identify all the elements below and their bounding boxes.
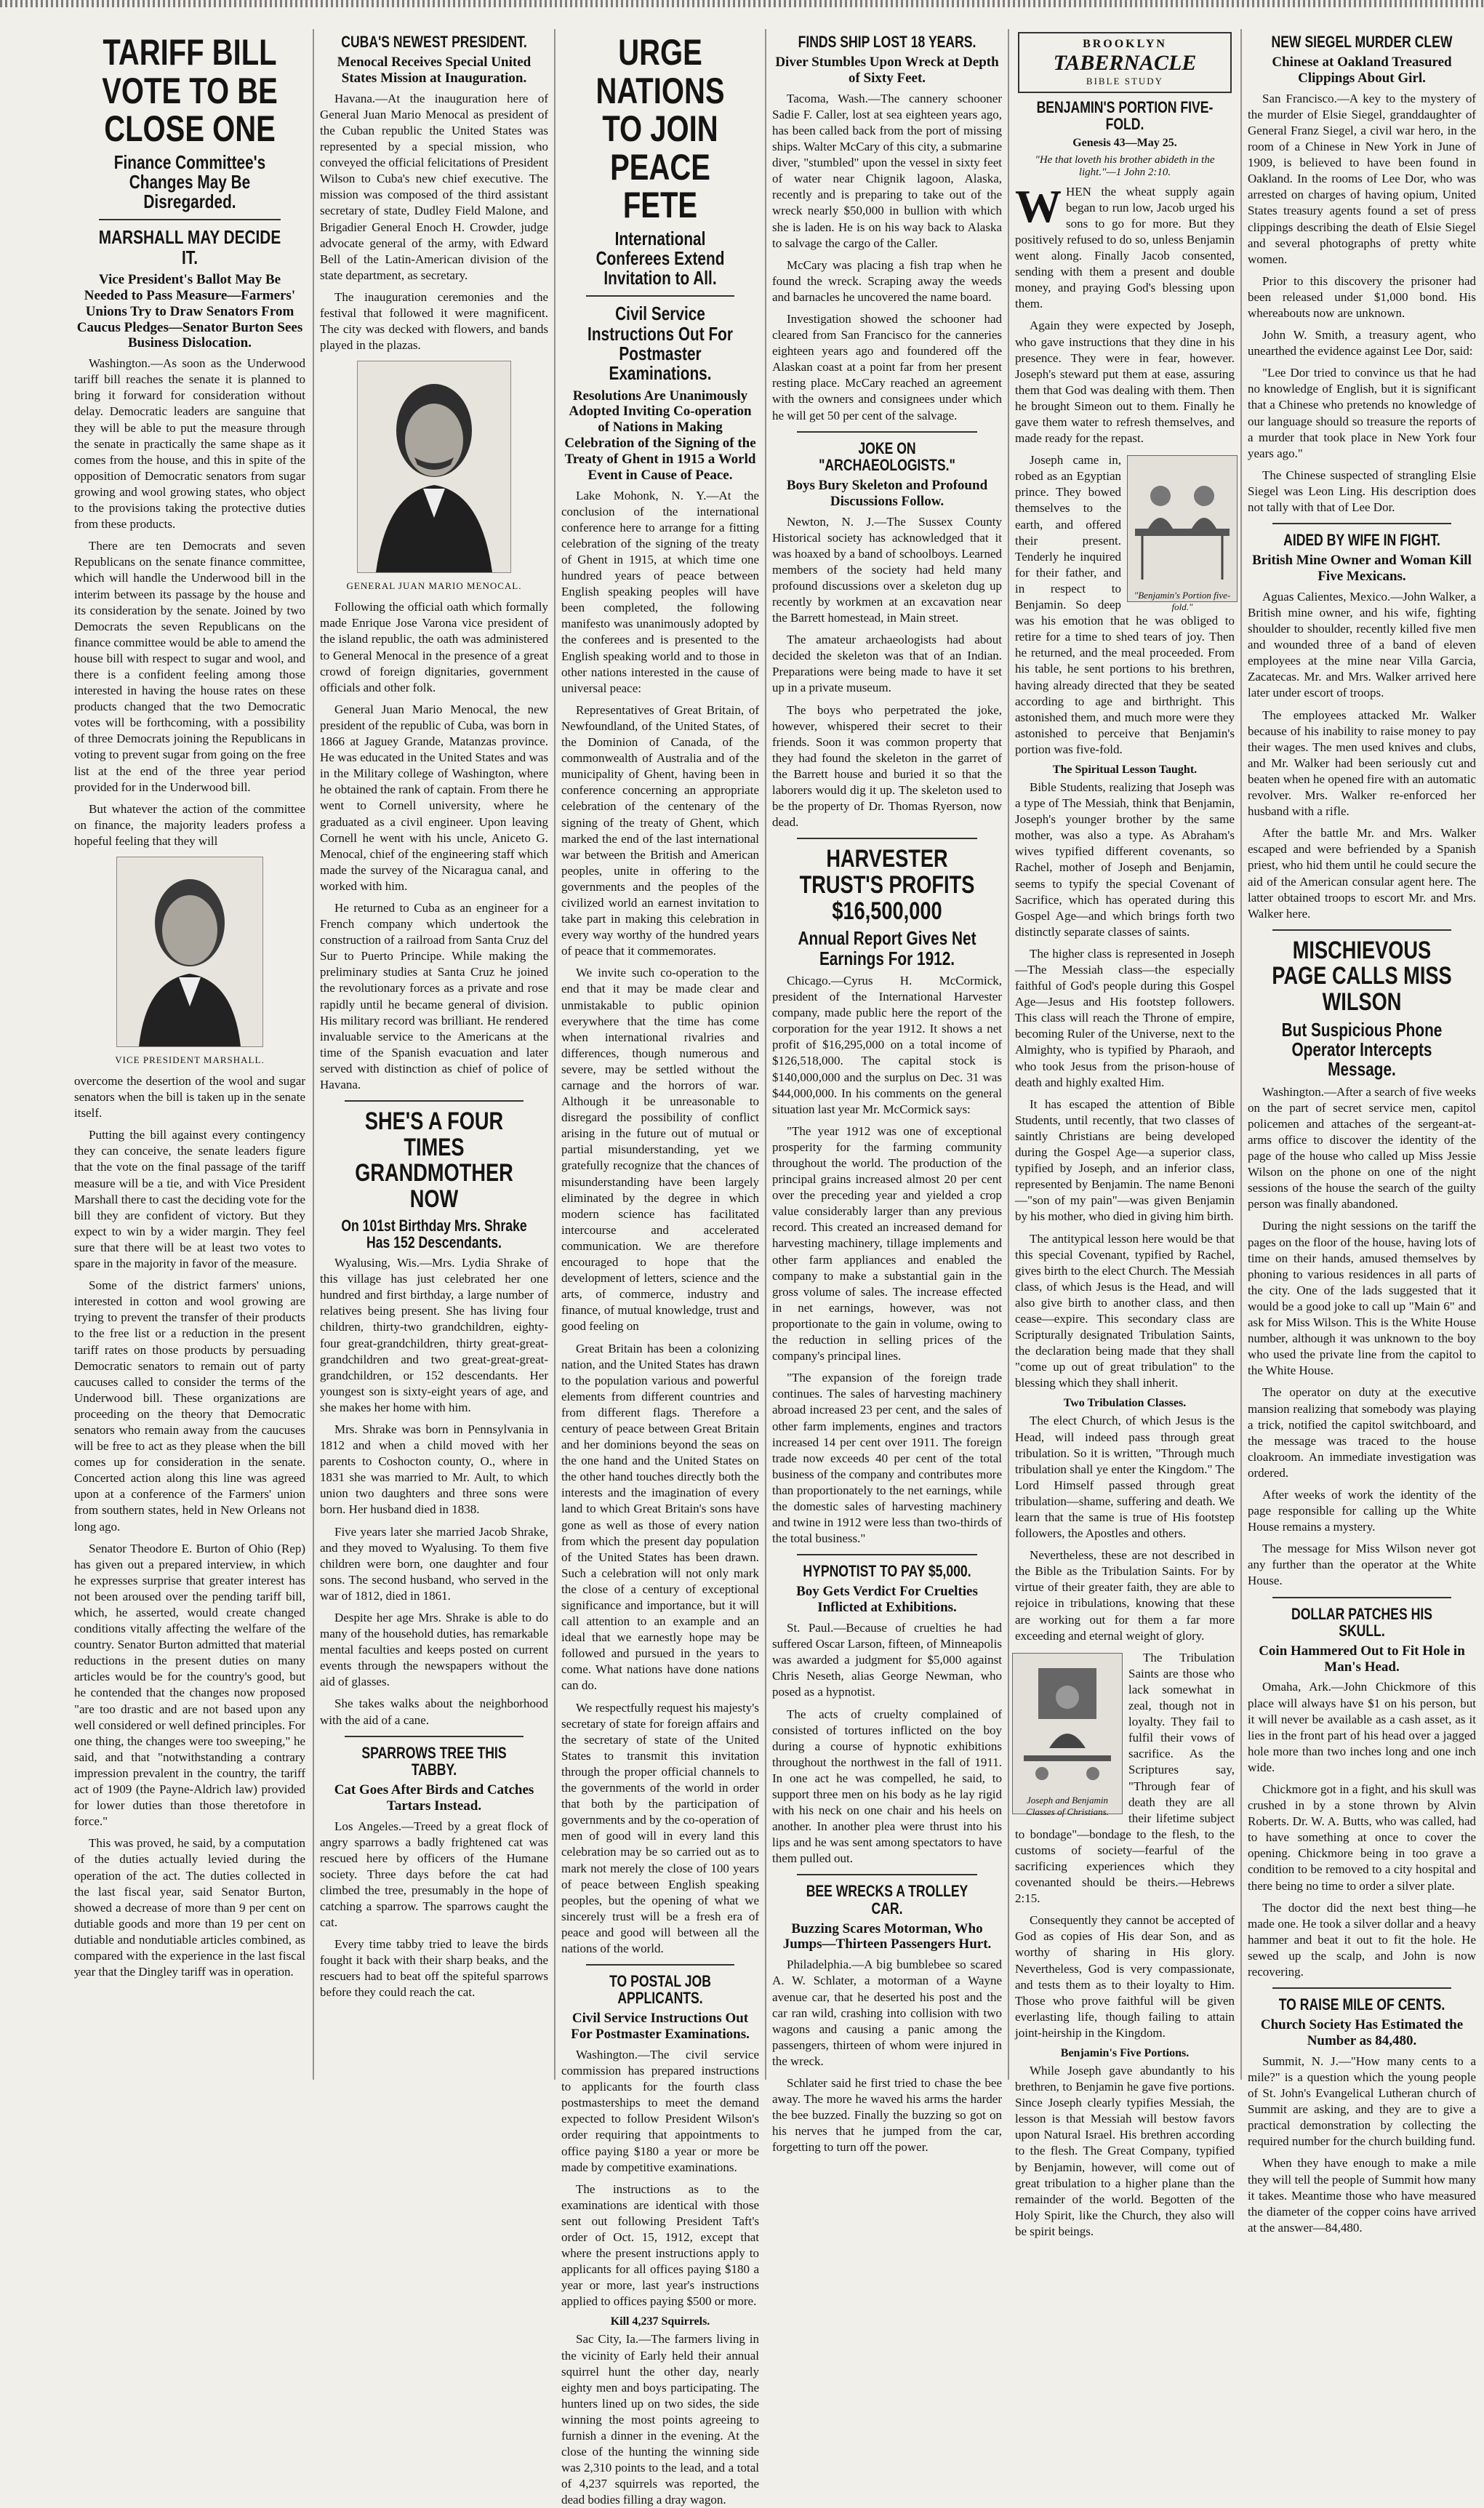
photo-caption: GENERAL JUAN MARIO MENOCAL. [346, 580, 522, 592]
headline-sparrows: SPARROWS TREE THIS TABBY. [361, 1743, 507, 1779]
headline-benjamin-portion: BENJAMIN'S PORTION FIVE-FOLD. [1036, 98, 1214, 134]
headline-harvester: HARVESTER TRUST'S PROFITS $16,500,000 [799, 845, 975, 925]
portrait-photo-marshall [116, 857, 263, 1047]
headline-peace-fete: URGE NATIONS TO JOIN PEACE FETE [595, 32, 725, 225]
subhead-marshall: MARSHALL MAY DECIDE IT. [98, 226, 281, 268]
article-paragraph: "Lee Dor tried to convince us that he had no knowledge of English, but it is significant that a Chinese who pretends no knowledge of our language should so treasure the reports of a murder that took place in New York four years ago." [1248, 366, 1476, 460]
headline-mischievous-page: MISCHIEVOUS PAGE CALLS MISS WILSON [1272, 936, 1452, 1017]
headline-archaeologists: JOKE ON "ARCHAEOLOGISTS." [819, 438, 955, 474]
column-6 [1243, 29, 1480, 2235]
article-paragraph: We respectfully request his majesty's secretary of state for foreign affairs and the secretary of state of the United States to transmit this invitation through the proper official channels to the governments of the world in order that both by the participation of governments and by the co-operation of men of good will in every land this celebration may be so carried out as to mark not merely the close of 100 years of peace between English speaking peoples, but the opening of what we sincerely trust will be a fresh era of peace and good will between all the nations of the world. [561, 1700, 759, 1955]
deck-cuba: Menocal Receives Special United States Mission at Inauguration. [337, 55, 532, 86]
portrait-photo-menocal [357, 361, 511, 573]
article-paragraph: Despite her age Mrs. Shrake is able to do many of the household duties, has remarkable mental faculties and keeps posted on current events through the newspapers without the aid of glasses. [320, 1611, 548, 1689]
article-paragraph: McCary was placing a fish trap when he found the wreck. Scraping away the weeds and barnacles he uncovered the name board. [772, 257, 1002, 304]
drop-cap: W [1015, 180, 1062, 232]
article-paragraph: Putting the bill against every contingency they can conceive, the senate leaders figure that the vote on the final passage of the tariff measure will be a tie, and with Vice President Marshall there to cast the deciding vote for the bill they are confident of victory. But they expect to win by a wider margin. They feel sure that there will be at least two votes to spare in the majority in favor of the measure. [74, 1128, 305, 1271]
article-paragraph: "The expansion of the foreign trade continues. The sales of harvesting machinery abroad increased 23 per cent, and the sales of other farm implements, engines and tractors increased 14 per cent over 1911. The foreign trade now exceeds 40 per cent of the total business of the company and contributes more than proportionately to the net earnings, while the domestic sales of harvesting machinery and twine in 1912 were less than two-thirds of the total business." [772, 1371, 1002, 1546]
subhead-harvester: Annual Report Gives Net Earnings For 1912. [798, 927, 976, 969]
article-paragraph: The message for Miss Wilson never got any further than the operator at the White House. [1248, 1542, 1476, 1588]
divider [797, 1874, 977, 1875]
deck-dollar-skull: Coin Hammered Out to Fit Hole in Man's Head. [1259, 1643, 1465, 1675]
deck-bee-trolley: Buzzing Scares Motorman, Who Jumps—Thirteen Passengers Hurt. [782, 1920, 992, 1952]
article-paragraph: The acts of cruelty complained of consisted of tortures inflicted on the boy during a course of hypnotic exhibitions throughout the northwest in the fall of 1911. In one act he was compelled, he said, to support three men on his body as he lay rigid with his neck on one chair and his heels on another. In another plea were thrust into his lips and he was sent among spectators to have them pulled out. [772, 1707, 1002, 1866]
article-paragraph: She takes walks about the neighborhood with the aid of a cane. [320, 1696, 548, 1727]
article-paragraph: During the night sessions on the tariff the pages on the floor of the house, having lots of time on their hands, amused themselves by phoning to various residences in all parts of the city. One of the lads suggested that it would be a good joke to call up "Main 6" and ask for Miss Wilson. This is the White House number, although it was unknown to the boy who used the private line from the capitol to the White House. [1248, 1219, 1476, 1378]
divider [797, 431, 977, 433]
illustration-caption: Joseph and Benjamin Classes of Christians. [1026, 1794, 1109, 1817]
article-paragraph: General Juan Mario Menocal, the new president of the republic of Cuba, was born in 1866 at Jaguey Grande, Matanzas province. He was educated in the United States and was in the Military college of Washington, where he obtained the rank of captain. From there he went to Cornell university, where he graduated as a civil engineer. Upon leaving Cornell he went with his uncle, Aniceto G. Menocal, chief of the engineering staff which made the survey of the Nicaragua canal, and worked with him. [320, 702, 548, 893]
article-paragraph: The Tribulation Saints are those who lack somewhat in zeal, though not in loyalty. They fail to fulfil their vows of sacrifice. As the Scriptures say, "Through fear of death they are all their lifetime subject to bondage"—bondage to the flesh, to the customs of society—fearful of the sacrificing experiences which they covenanted should be theirs.—Hebrews 2:15. [1015, 1650, 1235, 1906]
article-paragraph: The boys who perpetrated the joke, however, whispered their secret to their friends. Soon it was common property that they had found the skeleton in the garret of the Barrett house and buried it so that the laborers would dig it up. The skeleton used to be the property of Dr. Thomas Ryerson, now dead. [772, 702, 1002, 830]
column-2 [316, 29, 553, 2080]
article-paragraph: After the battle Mr. and Mrs. Walker escaped and were befriended by a Spanish priest, who hid them until he could secure the aid of the American consular agent here. The latter obtained troops to escort Mr. and Mrs. Walker here. [1248, 826, 1476, 921]
article-paragraph: Five years later she married Jacob Shrake, and they moved to Wyalusing. To them five children were born, one daughter and four sons. The second husband, who served in the war of 1812, died in 1861. [320, 1524, 548, 1603]
article-paragraph: The amateur archaeologists had about decided the skeleton was that of an Indian. Preparations were being made to have it set up in a private museum. [772, 633, 1002, 695]
headline-siegel-murder: NEW SIEGEL MURDER CLEW [1271, 33, 1453, 51]
article-paragraph: Great Britain has been a colonizing nation, and the United States has drawn to the population various and powerful elements from different countries and from different flags. Therefore a century of peace between Great Britain and her dominions beyond the seas on the one hand and the United States on the other hand touches directly both the interests and the imagination of every land to which Great Britain's sons have gone as well as those of every nation from which the present day population of the United States has been drawn. Such a celebration will not only mark the close of a century of exceptional significance and importance, but it will call attention to an example and an ideal that we earnestly hope may be followed and pursued in the years to come. What nations have done nations can do. [561, 1341, 759, 1693]
divider [1272, 523, 1451, 524]
article-paragraph: Senator Theodore E. Burton of Ohio (Rep) has given out a prepared interview, in which he expresses surprise that greater interest has not been aroused over the pending tariff bill, which, he asserted, would create changed conditions vitally affecting the welfare of the country. Senator Burton admitted that material reductions in the present duties on many articles would be for the country's good, but he contended that the changes now proposed "are too drastic and are not based upon any well considered or well defined principles. For one thing, the changes were too sweeping," he said, and that "notwithstanding a contrary impression prevalent in the country, the tariff act of 1909 (the Payne-Aldrich law) provided for lower duties than those theretofore in force." [74, 1541, 305, 1829]
column-rule [313, 29, 314, 2080]
article-paragraph: Washington.—As soon as the Underwood tariff bill reaches the senate it is planned to bring it forward for consideration without delay. Democratic leaders are sanguine that they will be able to put the measure through the senate in practically the same shape as it comes from the house, and this in spite of the opposition of Democratic senators from sugar growing and wool growing states, who object to the provisions taking the protective duties from these products. [74, 356, 305, 532]
deck-lost-ship: Diver Stumbles Upon Wreck at Depth of Sixty Feet. [775, 55, 999, 86]
article-paragraph: There are ten Democrats and seven Republicans on the senate finance committee, which will handle the Underwood bill in the interim between its passage by the house and its consideration by the senate. Joined by two Democrats the seven Republicans on the finance committee would be able to amend the house bill with respect to sugar and wool, and there is a confident feeling among those interested in having the house rates on these products changed that the two Democratic votes will be forthcoming, with a possibility of three Democrats joining the Republicans in voting to prevent sugar from going on the free list at the end of the three year period provided for in the Underwood bill. [74, 539, 305, 794]
subhead-international-conferees: International Conferees Extend Invitation to All. [595, 227, 725, 289]
divider [345, 1100, 524, 1102]
masthead-title: TABERNACLE [1053, 51, 1197, 75]
article-paragraph: Washington.—After a search of five weeks on the part of secret service men, capitol policemen and attaches of the sergeant-at-arms office to discover the identity of the page of the house who called up Miss Jessie Wilson on the phone on one of the night sessions of the house the search of the guilty person was finally abandoned. [1248, 1084, 1476, 1211]
article-paragraph: Again they were expected by Joseph, who gave instructions that they dine in his presence. They were in fear, however. Joseph's steward put them at ease, assuring them that God was dealing with them. Then he brought Simeon out to them. Finally he gave them water to refresh themselves, and made ready for the repast. [1015, 318, 1235, 446]
column-rule [554, 29, 556, 2080]
article-paragraph: Some of the district farmers' unions, interested in cotton and wool growing are trying to prevent the transfer of their products to the free list or a reduction in the present tariff rates on those products by persuading Democratic senators to remain out of party caucuses called to consider the terms of the Underwood bill. These organizations are proceeding on the theory that Democratic senators who remain away from the caucuses will be free to act as they please when the bill comes up for consideration in the senate. Concerted action along this line was agreed upon at a conference of the Farmers' union from southern states, held in New Orleans not long ago. [74, 1278, 305, 1534]
article-paragraph: After weeks of work the identity of the page responsible for calling up the White House remains a mystery. [1248, 1487, 1476, 1534]
article-paragraph: overcome the desertion of the wool and sugar senators when the bill is taken up in the senate itself. [74, 1074, 305, 1121]
article-paragraph: Washington.—The civil service commission has prepared instructions to applicants for the fourth class postmasterships to meet the demand expected to follow President Wilson's order requiring that appointments to office paying $180 a year or more be made by competitive examinations. [561, 2047, 759, 2174]
article-paragraph: Wyalusing, Wis.—Mrs. Lydia Shrake of this village has just celebrated her one hundred and first birthday, a large number of relatives being present. She has living four children, thirty-two grandchildren, eighty-four great-grandchildren, thirty great-great-grandchildren and two great-great-great-grandchildren, or 152 descendants. Her youngest son is sixty-eight years of age, and she makes her home with him. [320, 1256, 548, 1414]
subhead-tribulation-classes: Two Tribulation Classes. [1063, 1397, 1187, 1410]
subhead-century-peace: Civil Service Instructions Out For Postmaster Examinations. [587, 303, 733, 385]
article-paragraph: The antitypical lesson here would be that this special Covenant, typified by Rachel, gives birth to the elect Church. The Messiah class, of which Jesus is the Head, and will also give birth to another class, and then cease—expire. This secondary class are Scripturally designated Tribulation Saints, the declaration being made that they shall "come up out of great tribulation" to the blessing which they shall inherit. [1015, 1231, 1235, 1390]
article-paragraph: He returned to Cuba as an engineer for a French company which undertook the construction of a railroad from Santa Cruz del Sur to Puerto Principe. While making the preliminary studies at Santa Cruz he joined the revolutionary forces as a private and rose rapidly until he became general of division. His military record was brilliant. He rendered invaluable service to the Americans at the time of the Spanish evacuation and later served with distinction as chief of police of Havana. [320, 900, 548, 1091]
article-paragraph: The elect Church, of which Jesus is the Head, will indeed pass through great tribulation. So it is written, "Through much tribulation shall ye enter the Kingdom." The Lord Himself passed through great tribulation—shame, suffering and death. We learn that the same is true of His footstep followers, the Apostles and others. [1015, 1414, 1235, 1541]
article-paragraph: Havana.—At the inauguration here of General Juan Mario Menocal as president of the Cuban republic the United States was represented by a special mission, who conveyed the official felicitations of President Wilson to Cuba's new chief executive. The mission was composed of the third assistant secretary of state, Dudley Field Malone, and Brigadier General Enoch H. Crowder, judge advocate general of the army, with Edward Bell of the Latin-American division of the state department, as secretary. [320, 91, 548, 282]
deck-aided-by-wife: British Mine Owner and Woman Kill Five Mexicans. [1252, 553, 1472, 585]
divider [99, 219, 281, 220]
column-rule [765, 29, 766, 2080]
headline-mile-of-cents: TO RAISE MILE OF CENTS. [1278, 1995, 1445, 2014]
deck-tariff: Vice President's Ballot May Be Needed to Pass Measure—Farmers' Unions Try to Draw Senators From Caucus Pledges—Senator Burton Sees Business Dislocation. [76, 271, 303, 351]
headline-aided-by-wife: AIDED BY WIFE IN FIGHT. [1283, 531, 1440, 550]
headline-lost-ship: FINDS SHIP LOST 18 YEARS. [798, 33, 976, 51]
subhead-grandmother: On 101st Birthday Mrs. Shrake Has 152 Descendants. [341, 1216, 527, 1251]
column-5 [1011, 29, 1239, 2238]
article-paragraph: Representatives of Great Britain, of Newfoundland, of the United States, of the Dominion of Canada, of the commonwealth of Australia and of the municipality of Ghent, having been in conference concerning an appropriate celebration of the centenary of the signing of the treaty of Ghent, which marked the end of the last international war between the British and American peoples, unite in offering to the governments and the peoples of the civilized world an earnest invitation to take part in making this celebration in every way worthy of the hundred years of peace that it commemorates. [561, 702, 759, 958]
headline-squirrels: Kill 4,237 Squirrels. [610, 2315, 710, 2328]
divider [1272, 929, 1451, 931]
column-rule [1008, 29, 1009, 2080]
deck-archaeologists: Boys Bury Skeleton and Profound Discussions Follow. [786, 477, 988, 509]
article-paragraph: Lake Mohonk, N. Y.—At the conclusion of the international conference here to arrange for a fitting celebration of the signing of the treaty of Ghent in 1915, at which time one hundred years of peace between English speaking peoples will have been completed, the following manifesto was unanimously adopted by the conferees and is presented to the English speaking world and to those in other nations interested in the cause of universal peace: [561, 488, 759, 695]
deck-mile-of-cents: Church Society Has Estimated the Number as 84,480. [1260, 2017, 1464, 2049]
article-paragraph: Joseph came in, robed as an Egyptian prince. They bowed themselves to the earth, and offered their present. Tenderly he inquired for their father, and in respect to Benjamin. So deep was his emotion that he was obliged to retire for a time to shed tears of joy. Then he returned, and the meal proceeded. From his table, he sent portions to his brethren, having already directed that they be seated according to age and birthright. This astonished them, and much more were they astonished to perceive that Benjamin's portion was five-fold. [1015, 453, 1235, 756]
article-paragraph: Chicago.—Cyrus H. McCormick, president of the International Harvester company, made public here the report of the corporation for the year 1912. It shows a net profit of $16,295,000 on a total income of $126,518,000. The capital stock is $140,000,000 and the surplus on Dec. 31 was $44,000,000. In his comments on the general situation last year Mr. McCormick says: [772, 973, 1002, 1116]
subhead-finance-committee: Finance Committee's Changes May Be Disregarded. [113, 151, 266, 213]
article-paragraph: The instructions as to the examinations are identical with those sent out following President Taft's order of Oct. 15, 1912, except that where the present instructions apply to applicants for all offices paying $180 a year or more, last year's instructions applied to offices paying $500 or more. [561, 2182, 759, 2309]
article-paragraph: Summit, N. J.—"How many cents to a mile?" is a question which the young people of St. John's Evangelical Lutheran church of Summit are asking, and they are to give a practical demonstration by collecting the required number for the church building fund. [1248, 2054, 1476, 2149]
column-3 [557, 29, 763, 2507]
article-paragraph: Investigation showed the schooner had cleared from San Francisco for the canneries eighteen years ago and foundered off the Alaskan coast at a point far from her present resting place. McCary reached an agreement with the owners and consignees under which he will get 50 per cent of the salvage. [772, 312, 1002, 422]
deck-sparrows: Cat Goes After Birds and Catches Tartars Instead. [334, 1782, 534, 1814]
headline-grandmother: SHE'S A FOUR TIMES GRANDMOTHER NOW [355, 1107, 513, 1214]
article-paragraph: But whatever the action of the committee on finance, the majority leaders profess a hopeful feeling that they will [74, 801, 305, 848]
headline-dollar-skull: DOLLAR PATCHES HIS SKULL. [1291, 1604, 1432, 1640]
article-paragraph: Sac City, Ia.—The farmers living in the vicinity of Early held their annual squirrel hunt the other day, nearly eighty men and boys participating. The hunters lined up on two sides, the side winning the most points agreeing to furnish a dinner in the evening. At the close of the hunting the winning side was 2,310 points to the lead, and a total of 4,237 squirrels was reported, the dead bodies filling a dray wagon. [561, 2332, 759, 2507]
divider [797, 838, 977, 839]
article-paragraph: Mrs. Shrake was born in Pennsylvania in 1812 and when a child moved with her parents to Coshocton county, O., where in 1831 she was married to Mr. Ault, to which union two daughters and three sons were born. Her husband died in 1838. [320, 1422, 548, 1517]
deck-hypnotist: Boy Gets Verdict For Cruelties Inflicted at Exhibitions. [796, 1584, 978, 1616]
article-paragraph: The inauguration ceremonies and the festival that followed it were magnificent. The city was decked with flowers, and bands played in the plazas. [320, 289, 548, 353]
article-paragraph: Every time tabby tried to leave the birds fought it back with their sharp beaks, and the rescuers had to beat off the spiteful sparrows before they could reach the cat. [320, 1937, 548, 2000]
subhead-five-portions: Benjamin's Five Portions. [1060, 2047, 1190, 2059]
photo-caption: VICE PRESIDENT MARSHALL. [115, 1054, 265, 1066]
scripture-reference: Genesis 43—May 25. [1072, 137, 1177, 150]
article-paragraph: Bible Students, realizing that Joseph was a type of The Messiah, think that Benjamin, Joseph's younger brother by the same mother, was also a type. As Abraham's wives typified different covenants, so Rachel, mother of Joseph and Benjamin, seems to typify the special Covenant of Sacrifice, which has operated during this Gospel Age—and which brings forth two distinctly separate classes of saints. [1015, 780, 1235, 939]
column-4 [768, 29, 1006, 2155]
article-paragraph: Newton, N. J.—The Sussex County Historical society has acknowledged that it was hoaxed by a band of schoolboys. Learned members of the society had held many profound discussions over a skeleton dug up recently by workmen at an excavation near the Barrett homestead, in Main street. [772, 514, 1002, 625]
deck-peace: Resolutions Are Unanimously Adopted Inviting Co-operation of Nations in Making Celebration of the Signing of the Treaty of Ghent in 1915 a World Event in Cause of Peace. [564, 388, 756, 483]
article-paragraph: While Joseph gave abundantly to his brethren, to Benjamin he gave five portions. Since Joseph clearly typifies Messiah, the lesson is that Messiah will bestow favors upon Natural Israel. His brethren according to the flesh. The Great Company, typified by Benjamin, however, will come out of great tribulation to a higher plane than the remainder of the world. Begotten of the Holy Spirit, like the Church, they also will be spirit beings. [1015, 2064, 1235, 2238]
article-paragraph: It has escaped the attention of Bible Students, until recently, that two classes of saintly Christians are being developed during the Gospel Age—a superior class, typified by Joseph, and an inferior class, represented by Benjamin. The name Benoni—"son of my pain"—was given Benjamin by his mother, who died in giving him birth. [1015, 1097, 1235, 1224]
divider [586, 295, 734, 297]
article-paragraph: The employees attacked Mr. Walker because of his inability to raise money to pay their wages. The men used knives and clubs, and Mr. Walker had been seriously cut and beaten when he opened fire with an automatic revolver. Mrs. Walker re-enforced her husband with a rifle. [1248, 708, 1476, 819]
article-paragraph: St. Paul.—Because of cruelties he had suffered Oscar Larson, fifteen, of Minneapolis was awarded a judgment for $5,000 against Chris Neseth, alias George Newman, who posed as a hypnotist. [772, 1621, 1002, 1699]
article-paragraph: Aguas Calientes, Mexico.—John Walker, a British mine owner, and his wife, fighting shoulder to shoulder, recently killed five men and wounded three of a band of eleven employees at the mine near Villa Garcia, Zacatecas. Mr. and Mrs. Walker arrived here later under escort of troops. [1248, 589, 1476, 700]
article-paragraph: This was proved, he said, by a computation of the duties actually levied during the operation of the act. The duties collected in the last fiscal year, said Senator Burton, showed a decrease of more than 9 per cent on dutiable goods and more than 19 per cent on dutiable and nondutiable articles combined, as compared with the experience in the last fiscal year that the Dingley tariff was in operation. [74, 1836, 305, 1979]
headline-bee-trolley: BEE WRECKS A TROLLEY CAR. [806, 1882, 968, 1918]
headline-tariff-bill: TARIFF BILL VOTE TO BE CLOSE ONE [102, 32, 278, 149]
divider [797, 1554, 977, 1555]
subhead-spiritual-lesson: The Spiritual Lesson Taught. [1052, 763, 1198, 776]
article-paragraph: San Francisco.—A key to the mystery of the murder of Elsie Siegel, granddaughter of General Franz Siegel, a civil war hero, in the room of a Chinese in New York in June of 1909, is believed to have been found in Oakland. In the rooms of Lee Dor, who was arrested on charges of having opium, United States treasury agents found a set of press clippings describing the death of Elsie Siegel and several photographs of pretty white women. [1248, 91, 1476, 266]
article-paragraph: Schlater said he first tried to chase the bee away. The more he waved his arms the harder the bee buzzed. Finally the buzzing so got on his nerves that he jumped from the car, forgetting to turn off the power. [772, 2075, 1002, 2155]
column-1 [70, 29, 310, 2080]
deck-siegel: Chinese at Oakland Treasured Clippings About Girl. [1272, 55, 1452, 86]
article-paragraph: The doctor did the next best thing—he made one. He took a silver dollar and a heavy hammer and beat it out to fit the hole. He sewed up the scalp, and John is now recovering. [1248, 1900, 1476, 1979]
brooklyn-tabernacle-masthead [1018, 32, 1232, 93]
article-paragraph: The Chinese suspected of strangling Elsie Siegel was Leon Ling. His description does not tally with that of Lee Dor. [1248, 468, 1476, 515]
article-paragraph: Omaha, Ark.—John Chickmore of this place will always have $1 on his person, but it will never be available as a cash asset, as it lies in the front part of his head over a jagged hole more than two inches long and one inch wide. [1248, 1680, 1476, 1774]
illustration-caption: "Benjamin's Portion five-fold." [1134, 590, 1231, 613]
article-paragraph: Chickmore got in a fight, and his skull was crushed in by a stone thrown by Alvin Roberts. Dr. W. A. Butts, who was called, had to have something at once to cover the opening. Chickmore being in too grave a condition to be removed to a city hospital and there being no time to order a silver plate. [1248, 1782, 1476, 1893]
divider [1272, 1597, 1451, 1598]
page-top-border [0, 0, 1484, 7]
article-paragraph: We invite such co-operation to the end that it may be made clear and unmistakable to public opinion everywhere that the time has come when international rivalries and differences, though numerous and severe, may be settled without the carnage and the horrors of war. Although it be unreasonable to disregard the possibility of conflict arising in the future out of mutual or partial misunderstanding, yet we gratefully recognize that the chances of misunderstanding have been largely eliminated by the degree in which modern science has facilitated intercourse and accelerated communication. We are therefore encouraged to hope that the development of letters, science and the arts, of commerce, industry and finance, of mutual knowledge, trust and good feeling on [561, 966, 759, 1334]
divider [586, 1964, 734, 1966]
article-paragraph: Los Angeles.—Treed by a great flock of angry sparrows a badly frightened cat was rescued here by officers of the Humane society. Three days before the cat had climbed the tree, presumably in the hope of catching a sparrow. The sparrows caught the cat. [320, 1819, 548, 1930]
article-paragraph: Philadelphia.—A big bumblebee so scared A. W. Schlater, a motorman of a Wayne avenue car, that he deserted his post and the car ran wild, crashing into collision with two wagons and causing a panic among the passengers, thirteen of whom were injured in the wreck. [772, 1958, 1002, 2068]
article-paragraph: Consequently they cannot be accepted of God as copies of His dear Son, and as worthy of sharing in His glory. Nevertheless, God is very compassionate, and tests them as to their loyalty to Him. Those who prove faithful will be given everlasting life, though failing to attain joint-heirship in the Kingdom. [1015, 1913, 1235, 2040]
deck-postal: Civil Service Instructions Out For Postmaster Examinations. [571, 2011, 750, 2043]
article-paragraph: Tacoma, Wash.—The cannery schooner Sadie F. Caller, lost at sea eighteen years ago, has been called back from the port of missing ships. Walter McCary of this city, a submarine diver, "stumbled" upon the vessel in sixty feet of water near Chignik lagoon, Alaska, recently and is preparing to take out of the wreck nearly $50,000 in bullion with which she is laden. He is on his way back to Alaska to salvage the cargo of the Caller. [772, 91, 1002, 250]
article-paragraph: Prior to this discovery the prisoner had been released under $1,000 bond. His whereabouts now are unknown. [1248, 273, 1476, 320]
divider [1272, 1987, 1451, 1989]
masthead-bottom: BIBLE STUDY [1086, 76, 1164, 87]
divider [345, 1736, 524, 1737]
article-paragraph: The operator on duty at the executive mansion realizing that somebody was playing a trick, notified the capitol switchboard, and the message was traced to the house cloakroom. An immediate investigation was ordered. [1248, 1385, 1476, 1480]
illustration-benjamin-portion [1127, 455, 1238, 613]
article-paragraph: "The year 1912 was one of exceptional prosperity for the farming community throughout the world. The production of the principal grains increased almost 20 per cent over the preceding year and yielded a crop value considerably larger than any previous record. This created an increased demand for harvesting machinery, tillage implements and other farm appliances and enabled the company to make a substantial gain in the gross volume of sales. The increase effected in net earnings, however, was not proportionate to the gain in volume, owing to the reduction in selling prices of the company's principal lines. [772, 1123, 1002, 1363]
article-paragraph: HEN the wheat supply again began to run low, Jacob urged his sons to go for more. But they positively refused to do so, unless Benjamin went along. Finally Jacob consented, sending with them a present and double money, and praying God's blessing upon them. [1015, 184, 1235, 311]
headline-postal-jobs: TO POSTAL JOB APPLICANTS. [609, 1972, 711, 2008]
column-rule [1240, 29, 1242, 2080]
subhead-phone-operator: But Suspicious Phone Operator Intercepts Message. [1281, 1018, 1443, 1081]
masthead-top: BROOKLYN [1083, 38, 1167, 50]
scripture-verse: "He that loveth his brother abideth in the light."—1 John 2:10. [1035, 154, 1215, 179]
headline-cuba-president: CUBA'S NEWEST PRESIDENT. [341, 33, 527, 51]
article-paragraph: Nevertheless, these are not described in the Bible as the Tribulation Saints. For by virtue of their greater faith, they are able to rejoice in tribulations, knowing that these are working out for them a far more exceeding and eternal weight of glory. [1015, 1548, 1235, 1643]
headline-hypnotist: HYPNOTIST TO PAY $5,000. [803, 1562, 971, 1581]
article-paragraph: John W. Smith, a treasury agent, who unearthed the evidence against Lee Dor, said: [1248, 328, 1476, 358]
illustration-joseph-benjamin [1012, 1653, 1123, 1817]
article-paragraph: When they have enough to make a mile they will tell the people of Summit how many it takes. Meantime those who have measured the diameter of the copper coins have arrived at the answer—84,480. [1248, 2156, 1476, 2235]
article-paragraph: The higher class is represented in Joseph—The Messiah class—the especially faithful of God's people during this Gospel Age—Jesus and His footstep followers. This class will reach the Throne of empire, becoming Ruler of the Universe, next to the Almighty, who is typified by Pharaoh, and who took Jesus from the prison-house of death and highly exalted Him. [1015, 946, 1235, 1089]
article-paragraph: Following the official oath which formally made Enrique Jose Varona vice president of the island republic, the oath was administered to General Menocal in the presence of a great crowd of foreign dignitaries, government officials and other folk. [320, 600, 548, 694]
